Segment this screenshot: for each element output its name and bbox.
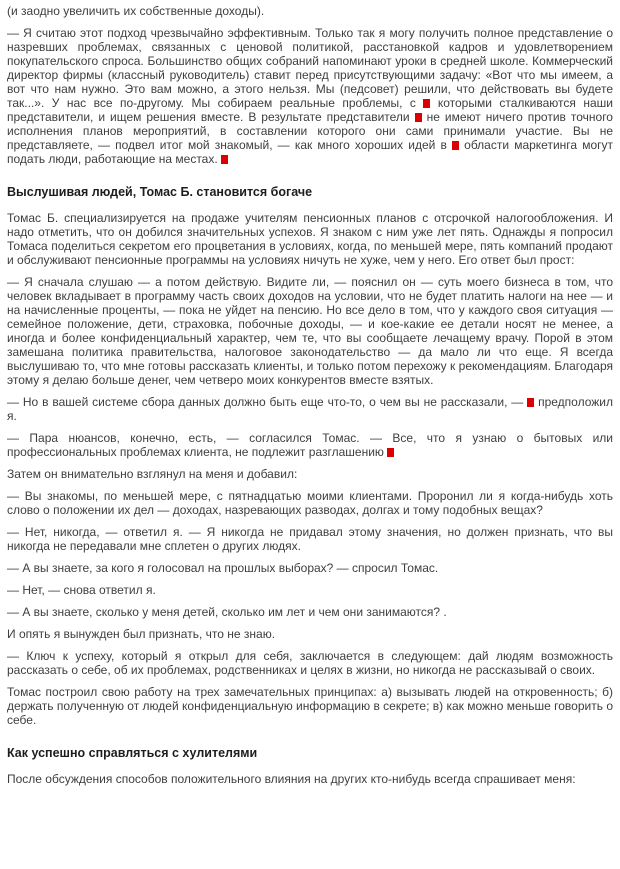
red-note-marker-icon [452,141,459,150]
paragraph-text: предположил я. [7,395,613,423]
paragraph-text: — А вы знаете, за кого я голосовал на прошлых выборах? — спросил Томас. [7,561,439,575]
paragraph [7,772,613,786]
paragraph-text: — Я сначала слушаю — а потом действую. Видите ли, — пояснил он — суть моего бизнеса в том, что человек вкладывает в программу часть своих доходов на условии, что не будет платить налоги на нее — и на начисленные проценты, — пока не уйдет на пенсию. Но все дело в том, что у каждого своя ситуация — семейное положение, дети, страховка, побочные доходы, — и кое-какие ее детали носят не менее, а иногда и более конфиденциальный характер, чем те, что вы сообщаете лечащему врачу. Порой в этом замешана политика правительства, налоговое законодательство — да мало ли что еще. Я всегда выслушиваю то, что мне готовы рассказать клиенты, и только потом перехожу к рекомендациям. Благодаря этому я делаю больше денег, чем четверо моих конкурентов вместе взятых. [7,275,613,387]
paragraph [7,4,613,18]
paragraph-text: области маркетинга могут подать люди, работающие на местах. [7,138,614,166]
paragraph [7,525,613,553]
paragraph-text: — Я считаю этот подход чрезвычайно эффективным. Только так я могу получить полное представление о назревших проблемах, связанных с ценовой политикой, расстановкой кадров и удовлетворением покупательского спроса. Большинство общих собраний напоминают уроки в средней школе. Коммерческий директор фирмы (классный руководитель) ставит перед присутствующими задачу: «Вот что мы имеем, а вот что нам нужно. Это вам можно, а этого нельзя. Мы (педсовет) решили, что действовать вы будете так...». У нас все по-другому. Мы собираем реальные проблемы, с [7,26,613,110]
red-note-marker-icon [423,99,430,108]
paragraph-text: не имеют ничего против точного исполнения планов мероприятий, в составлении которого они сами принимали участие. Вы не представляете, — подвел итог мой знакомый, — как много хороших идей в [7,110,613,152]
paragraph [7,431,613,459]
paragraph-text: — Но в вашей системе сбора данных должно быть еще что-то, о чем вы не рассказали, — [7,395,524,409]
paragraph [7,489,613,517]
paragraph-text: Томас построил свою работу на трех замечательных принципах: а) вызывать людей на откровенность; б) держать полученную от людей конфиденциальную информацию в секрете; в) как можно меньше говорить о себе. [7,685,613,727]
section-heading: Как успешно справляться с хулителями [7,746,258,760]
red-note-marker-icon [527,398,534,407]
paragraph-text: — Нет, — снова ответил я. [7,583,156,597]
paragraph-text: — Пара нюансов, конечно, есть, — согласился Томас. — Все, что я узнаю о бытовых или профессиональных проблемах клиента, не подлежит разглашению [7,431,613,459]
paragraph-text: которыми сталкиваются наши представители, и ищем решения вместе. В результате представители [7,96,613,124]
paragraph [7,583,613,597]
paragraph [7,275,613,387]
paragraph-text: — А вы знаете, сколько у меня детей, сколько им лет и чем они занимаются? . [7,605,447,619]
red-note-marker-icon [221,155,228,164]
document-body [7,4,613,786]
paragraph [7,211,613,267]
paragraph-text: Затем он внимательно взглянул на меня и добавил: [7,467,298,481]
paragraph [7,605,613,619]
paragraph-text: — Вы знакомы, по меньшей мере, с пятнадцатью моими клиентами. Проронил ли я когда-нибудь хоть слово о положении их дел — доходах, назревающих разводах, долгах и тому подобных вещах? [7,489,613,517]
paragraph-text: (и заодно увеличить их собственные доходы). [7,4,265,18]
paragraph-text: После обсуждения способов положительного влияния на других кто-нибудь всегда спрашивает меня: [7,772,576,786]
paragraph-text: — Ключ к успеху, который я открыл для себя, заключается в следующем: дай людям возможность рассказать о себе, об их проблемах, родственниках и целях в жизни, но никогда не рассказывай о своих. [7,649,613,677]
paragraph-text: Томас Б. специализируется на продаже учителям пенсионных планов с отсрочкой налогообложения. И надо отметить, что он добился значительных успехов. Я знаком с ним уже лет пять. Однажды я попросил Томаса поделиться секретом его процветания в условиях, когда, по меньшей мере, пять компаний продают и обслуживают пенсионные программы на условиях ничуть не хуже, чем у него. Его ответ был прост: [7,211,613,267]
paragraph [7,627,613,641]
paragraph-text: И опять я вынужден был признать, что не знаю. [7,627,276,641]
section-heading: Выслушивая людей, Томас Б. становится богаче [7,185,313,199]
paragraph [7,26,613,166]
red-note-marker-icon [415,113,422,122]
paragraph [7,395,613,423]
paragraph [7,649,613,677]
paragraph [7,467,613,481]
red-note-marker-icon [387,448,394,457]
paragraph [7,561,613,575]
paragraph [7,685,613,727]
paragraph-text: — Нет, никогда, — ответил я. — Я никогда не придавал этому значения, но должен признать, что вы никогда не передавали мне сплетен о других людях. [7,525,613,553]
